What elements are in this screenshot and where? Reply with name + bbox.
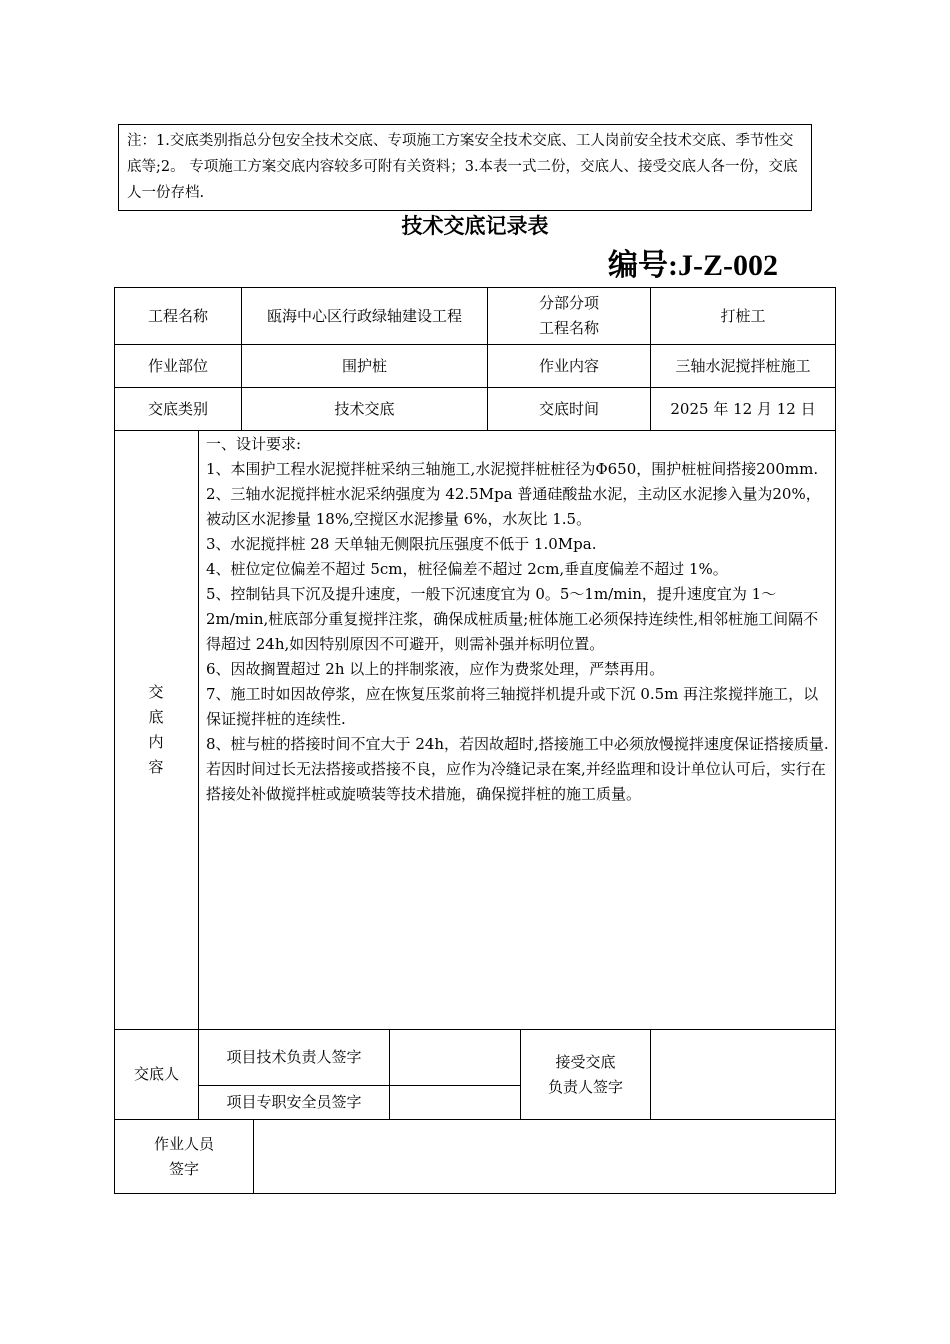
record-number-label: 编号	[608, 248, 668, 283]
page-title: 技术交底记录表	[401, 214, 549, 238]
record-number	[608, 240, 778, 284]
content-line: 一、设计要求:	[206, 435, 302, 453]
content-label: 交 底 内 容	[148, 683, 164, 776]
work-content-value: 三轴水泥搅拌桩施工	[675, 356, 811, 375]
content-line: 2、三轴水泥搅拌桩水泥采纳强度为 42.5Mpa 普通硅酸盐水泥，主动区水泥掺入量为20%，被动区水泥掺量 18%,空搅区水泥掺量 6%，水灰比 1.5。	[206, 485, 821, 528]
tech-lead-signature-label: 项目技术负责人签字	[226, 1048, 362, 1066]
note-box	[118, 124, 812, 211]
content-line: 8、桩与桩的搭接时间不宜大于 24h，若因故超时,搭接施工中必须放慢搅拌速度保证搭接质量.若因时间过长无法搭接或搭接不良，应作为冷缝记录在案,并经监理和设计单位认可后，实行在搭接处补做搅拌桩或旋喷装等技术措施，确保搅拌桩的施工质量。	[206, 735, 829, 803]
project-name-label: 工程名称	[147, 306, 208, 325]
content-line: 1、本围护工程水泥搅拌桩采纳三轴施工,水泥搅拌桩桩径为Φ650，围护桩桩间搭接200mm.	[206, 460, 819, 478]
tech-lead-signature-field[interactable]	[390, 1030, 520, 1085]
subitem-label: 分部分项 工程名称	[538, 294, 599, 337]
time-label: 交底时间	[538, 399, 599, 418]
receiver-signature-label: 接受交底 负责人签字	[547, 1052, 623, 1096]
receiver-signature-field[interactable]	[651, 1030, 835, 1119]
content-line: 5、控制钻具下沉及提升速度，一般下沉速度宜为 0。5～1m/min，提升速度宜为 1～2m/min,桩底部分重复搅拌注浆，确保成桩质量;桩体施工必须保持连续性,相邻桩施工间隔不得超过 24h,如因特别原因不可避开，则需补强并标明位置。	[206, 585, 819, 653]
content-line: 3、水泥搅拌桩 28 天单轴无侧限抗压强度不低于 1.0Mpa.	[206, 535, 597, 553]
category-label: 交底类别	[147, 399, 208, 418]
safety-officer-signature-label: 项目专职安全员签字	[226, 1093, 362, 1111]
location-value: 围护桩	[341, 356, 387, 375]
subitem-value: 打桩工	[720, 306, 766, 325]
content-line: 6、因故搁置超过 2h 以上的拌制浆液，应作为费浆处理，严禁再用。	[206, 660, 665, 678]
presenter-label: 交底人	[133, 1065, 179, 1083]
work-content-label: 作业内容	[538, 356, 599, 375]
content-body	[206, 432, 830, 807]
safety-officer-signature-field[interactable]	[390, 1086, 520, 1119]
content-line: 4、桩位定位偏差不超过 5cm，桩径偏差不超过 2cm,垂直度偏差不超过 1%。	[206, 560, 728, 578]
time-value: 2025 年 12 月 12 日	[670, 399, 816, 418]
category-value: 技术交底	[334, 399, 395, 418]
workers-signature-label: 作业人员 签字	[153, 1134, 214, 1178]
note-text: 注：1.交底类别指总分包安全技术交底、专项施工方案安全技术交底、工人岗前安全技术交底、季节性交底等;2。 专项施工方案交底内容较多可附有关资料；3.本表一式二份，交底人、接受交底人各一份，交底人一份存档.	[127, 133, 798, 201]
record-number-value: :J-Z-002	[668, 249, 778, 282]
workers-signature-field[interactable]	[254, 1120, 835, 1193]
content-line: 7、施工时如因故停浆，应在恢复压浆前将三轴搅拌机提升或下沉 0.5m 再注浆搅拌施工，以保证搅拌桩的连续性.	[206, 685, 819, 728]
location-label: 作业部位	[147, 356, 208, 375]
project-name-value: 瓯海中心区行政绿轴建设工程	[266, 306, 462, 325]
